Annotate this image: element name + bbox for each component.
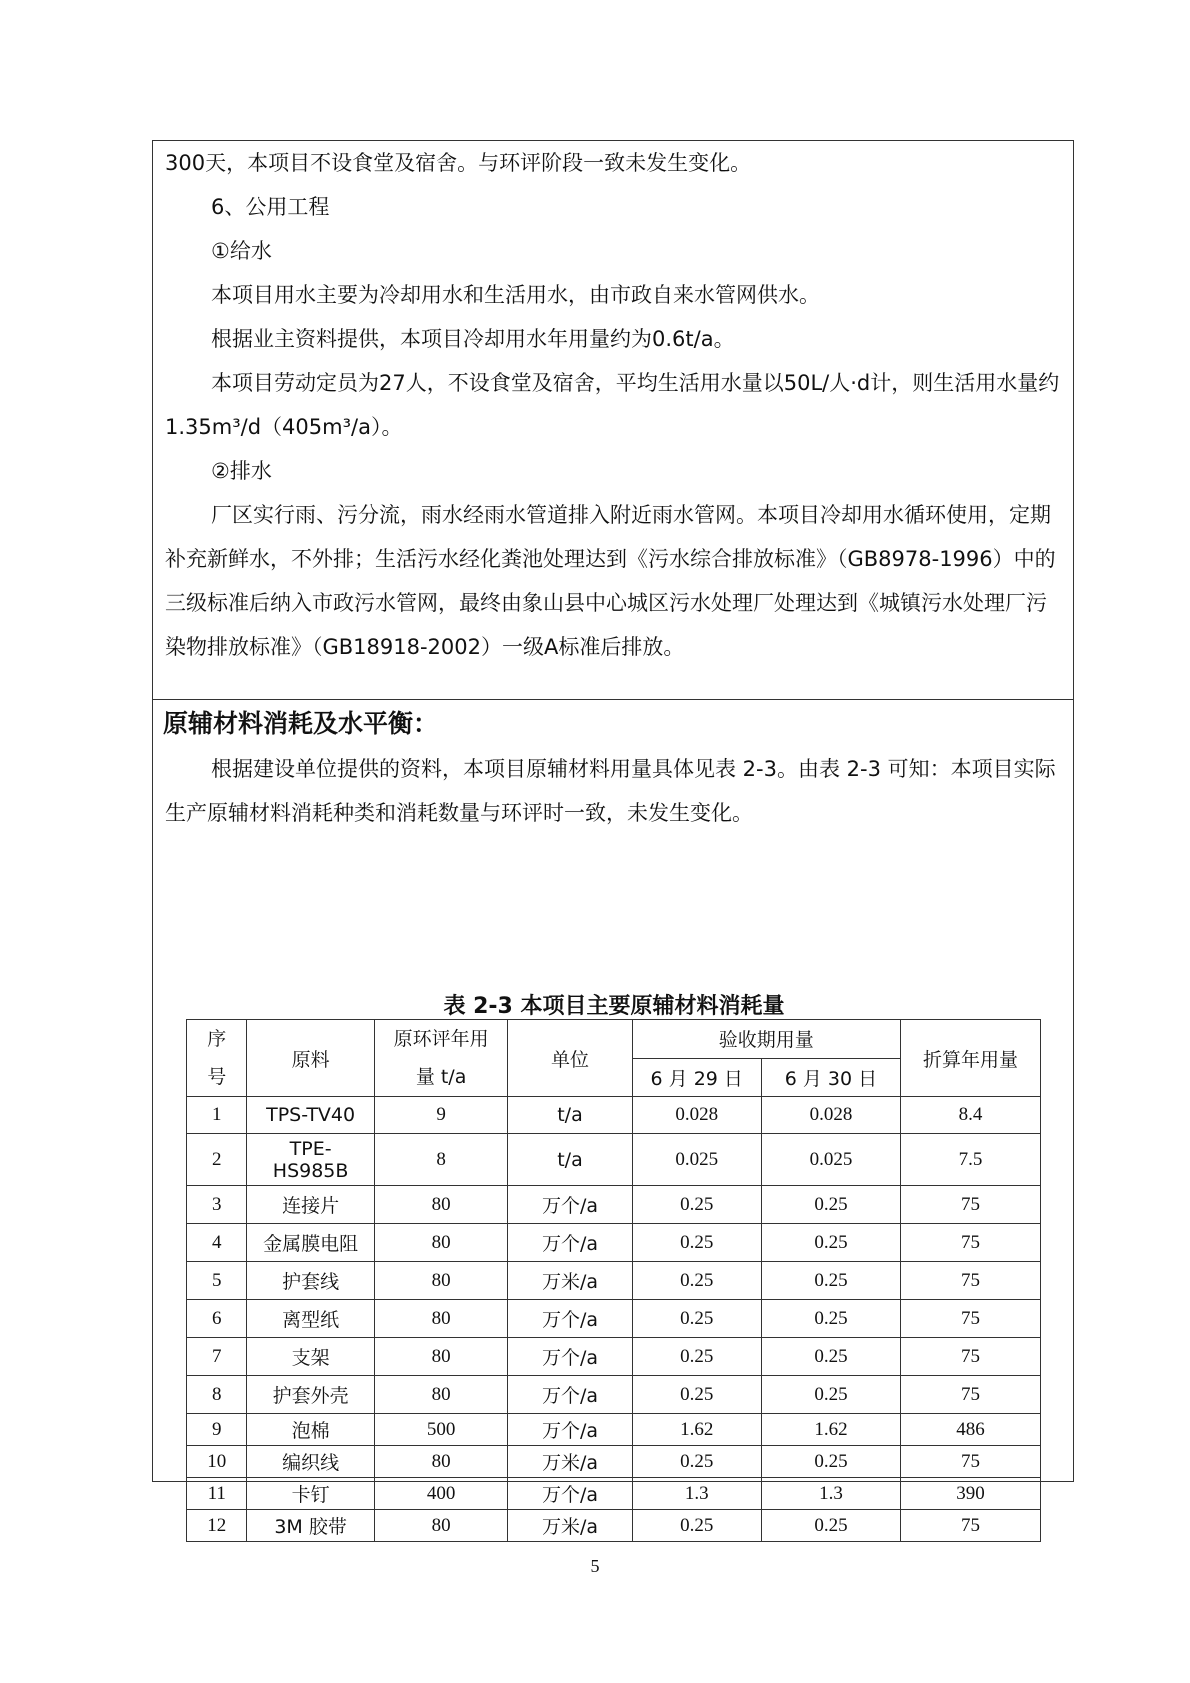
table-row xyxy=(187,1134,1041,1186)
table-cell: 0.25 xyxy=(632,1186,761,1224)
header-day2: 6 月 30 日 xyxy=(761,1058,900,1097)
table-cell: 0.25 xyxy=(632,1338,761,1376)
header-eia-amount xyxy=(374,1020,508,1097)
table-cell: TPE-HS985B xyxy=(247,1134,374,1186)
table-cell: 75 xyxy=(900,1186,1040,1224)
table-cell: 75 xyxy=(900,1446,1040,1478)
table-cell: 0.25 xyxy=(632,1262,761,1300)
table-cell: 75 xyxy=(900,1262,1040,1300)
table-cell: 3M 胶带 xyxy=(247,1510,374,1542)
paragraph-materials: 根据建设单位提供的资料，本项目原辅材料用量具体见表 2-3。由表 2-3 可知：本项目实际生产原辅材料消耗种类和消耗数量与环评时一致，未发生变化。 xyxy=(165,757,1056,825)
table-title: 表 2-3 本项目主要原辅材料消耗量 xyxy=(443,994,785,1019)
utilities-section xyxy=(153,141,1073,700)
table-cell: t/a xyxy=(508,1097,632,1134)
header-day1: 6 月 29 日 xyxy=(632,1058,761,1097)
table-row xyxy=(187,1224,1041,1262)
table-body xyxy=(187,1097,1041,1542)
table-cell: 500 xyxy=(374,1414,508,1446)
table-cell: 400 xyxy=(374,1478,508,1510)
heading-water-supply: ①给水 xyxy=(211,239,272,263)
table-cell: 0.25 xyxy=(632,1446,761,1478)
table-row xyxy=(187,1478,1041,1510)
table-cell: 泡棉 xyxy=(247,1414,374,1446)
table-cell: 0.25 xyxy=(761,1186,900,1224)
table-cell: 万个/a xyxy=(508,1224,632,1262)
table-cell: 1.3 xyxy=(632,1478,761,1510)
table-cell: 75 xyxy=(900,1510,1040,1542)
table-row xyxy=(187,1414,1041,1446)
table-cell: 编织线 xyxy=(247,1446,374,1478)
table-row xyxy=(187,1376,1041,1414)
content-frame xyxy=(152,140,1074,1538)
heading-drainage: ②排水 xyxy=(211,459,272,483)
table-cell: 万个/a xyxy=(508,1300,632,1338)
paragraph-cooling-water: 根据业主资料提供，本项目冷却用水年用量约为0.6t/a。 xyxy=(211,327,735,351)
table-cell: 0.25 xyxy=(632,1510,761,1542)
table-cell: 万个/a xyxy=(508,1478,632,1510)
table-cell: 8.4 xyxy=(900,1097,1040,1134)
table-cell: 6 xyxy=(187,1300,247,1338)
table-row xyxy=(187,1186,1041,1224)
table-cell: 8 xyxy=(374,1134,508,1186)
page-number: 5 xyxy=(590,1556,600,1576)
header-acceptance: 验收期用量 xyxy=(632,1020,900,1059)
paragraph-staffing: 300天，本项目不设食堂及宿舍。与环评阶段一致未发生变化。 xyxy=(165,151,752,175)
table-cell: t/a xyxy=(508,1134,632,1186)
table-cell: 80 xyxy=(374,1376,508,1414)
paragraph-domestic-water: 本项目劳动定员为27人，不设食堂及宿舍，平均生活用水量以50L/人·d计，则生活用水量约1.35m³/d（405m³/a）。 xyxy=(165,371,1060,439)
paragraph-water-supply: 本项目用水主要为冷却用水和生活用水，由市政自来水管网供水。 xyxy=(211,283,820,307)
header-seq-text: 序号 xyxy=(207,1028,227,1088)
table-cell: 卡钉 xyxy=(247,1478,374,1510)
table-cell: 80 xyxy=(374,1224,508,1262)
table-row xyxy=(187,1262,1041,1300)
table-cell: 80 xyxy=(374,1446,508,1478)
table-cell: 0.028 xyxy=(761,1097,900,1134)
table-cell: 万米/a xyxy=(508,1262,632,1300)
table-cell: 4 xyxy=(187,1224,247,1262)
table-cell: 0.25 xyxy=(761,1376,900,1414)
table-cell: 0.028 xyxy=(632,1097,761,1134)
table-row xyxy=(187,1510,1041,1542)
table-cell: 万个/a xyxy=(508,1186,632,1224)
table-cell: 11 xyxy=(187,1478,247,1510)
table-cell: 80 xyxy=(374,1338,508,1376)
table-cell: 9 xyxy=(187,1414,247,1446)
table-cell: 0.025 xyxy=(761,1134,900,1186)
table-row xyxy=(187,1446,1041,1478)
header-annual: 折算年用量 xyxy=(900,1020,1040,1097)
table-cell: 护套外壳 xyxy=(247,1376,374,1414)
table-cell: 75 xyxy=(900,1300,1040,1338)
table-cell: TPS-TV40 xyxy=(247,1097,374,1134)
table-header-row xyxy=(187,1020,1041,1059)
table-cell: 1.3 xyxy=(761,1478,900,1510)
table-cell: 金属膜电阻 xyxy=(247,1224,374,1262)
table-cell: 5 xyxy=(187,1262,247,1300)
table-cell: 1.62 xyxy=(761,1414,900,1446)
table-cell: 0.25 xyxy=(761,1300,900,1338)
table-cell: 0.25 xyxy=(632,1300,761,1338)
table-cell: 1.62 xyxy=(632,1414,761,1446)
table-row xyxy=(187,1338,1041,1376)
table-cell: 万米/a xyxy=(508,1446,632,1478)
table-cell: 连接片 xyxy=(247,1186,374,1224)
table-row xyxy=(187,1097,1041,1134)
heading-utilities: 6、公用工程 xyxy=(211,195,330,219)
table-cell: 390 xyxy=(900,1478,1040,1510)
table-cell: 80 xyxy=(374,1300,508,1338)
table-row xyxy=(187,1300,1041,1338)
table-cell: 486 xyxy=(900,1414,1040,1446)
table-cell: 2 xyxy=(187,1134,247,1186)
section-title-materials: 原辅材料消耗及水平衡： xyxy=(163,709,439,738)
header-eia-text: 原环评年用量 t/a xyxy=(393,1028,489,1088)
table-cell: 万米/a xyxy=(508,1510,632,1542)
table-cell: 护套线 xyxy=(247,1262,374,1300)
table-cell: 0.25 xyxy=(761,1224,900,1262)
table-cell: 7.5 xyxy=(900,1134,1040,1186)
table-cell: 10 xyxy=(187,1446,247,1478)
table-cell: 12 xyxy=(187,1510,247,1542)
table-cell: 0.25 xyxy=(761,1446,900,1478)
materials-table xyxy=(186,1019,1041,1542)
table-cell: 0.25 xyxy=(632,1376,761,1414)
table-cell: 0.25 xyxy=(632,1224,761,1262)
table-cell: 0.25 xyxy=(761,1338,900,1376)
header-material: 原料 xyxy=(247,1020,374,1097)
table-cell: 0.25 xyxy=(761,1510,900,1542)
table-cell: 3 xyxy=(187,1186,247,1224)
table-cell: 8 xyxy=(187,1376,247,1414)
table-cell: 万个/a xyxy=(508,1338,632,1376)
table-cell: 0.025 xyxy=(632,1134,761,1186)
table-cell: 80 xyxy=(374,1186,508,1224)
table-cell: 80 xyxy=(374,1510,508,1542)
paragraph-drainage: 厂区实行雨、污分流，雨水经雨水管道排入附近雨水管网。本项目冷却用水循环使用，定期补充新鲜水，不外排；生活污水经化粪池处理达到《污水综合排放标准》（GB8978-1996）中的三级标准后纳入市政污水管网，最终由象山县中心城区污水处理厂处理达到《城镇污水处理厂污染物排放标准》（GB18918-2002）一级A标准后排放。 xyxy=(165,503,1056,659)
header-seq xyxy=(187,1020,247,1097)
table-cell: 0.25 xyxy=(761,1262,900,1300)
table-cell: 支架 xyxy=(247,1338,374,1376)
table-cell: 7 xyxy=(187,1338,247,1376)
table-cell: 万个/a xyxy=(508,1376,632,1414)
table-cell: 80 xyxy=(374,1262,508,1300)
header-unit: 单位 xyxy=(508,1020,632,1097)
table-cell: 9 xyxy=(374,1097,508,1134)
table-cell: 离型纸 xyxy=(247,1300,374,1338)
table-cell: 75 xyxy=(900,1376,1040,1414)
table-cell: 75 xyxy=(900,1224,1040,1262)
table-cell: 1 xyxy=(187,1097,247,1134)
table-cell: 75 xyxy=(900,1338,1040,1376)
table-cell: 万个/a xyxy=(508,1414,632,1446)
